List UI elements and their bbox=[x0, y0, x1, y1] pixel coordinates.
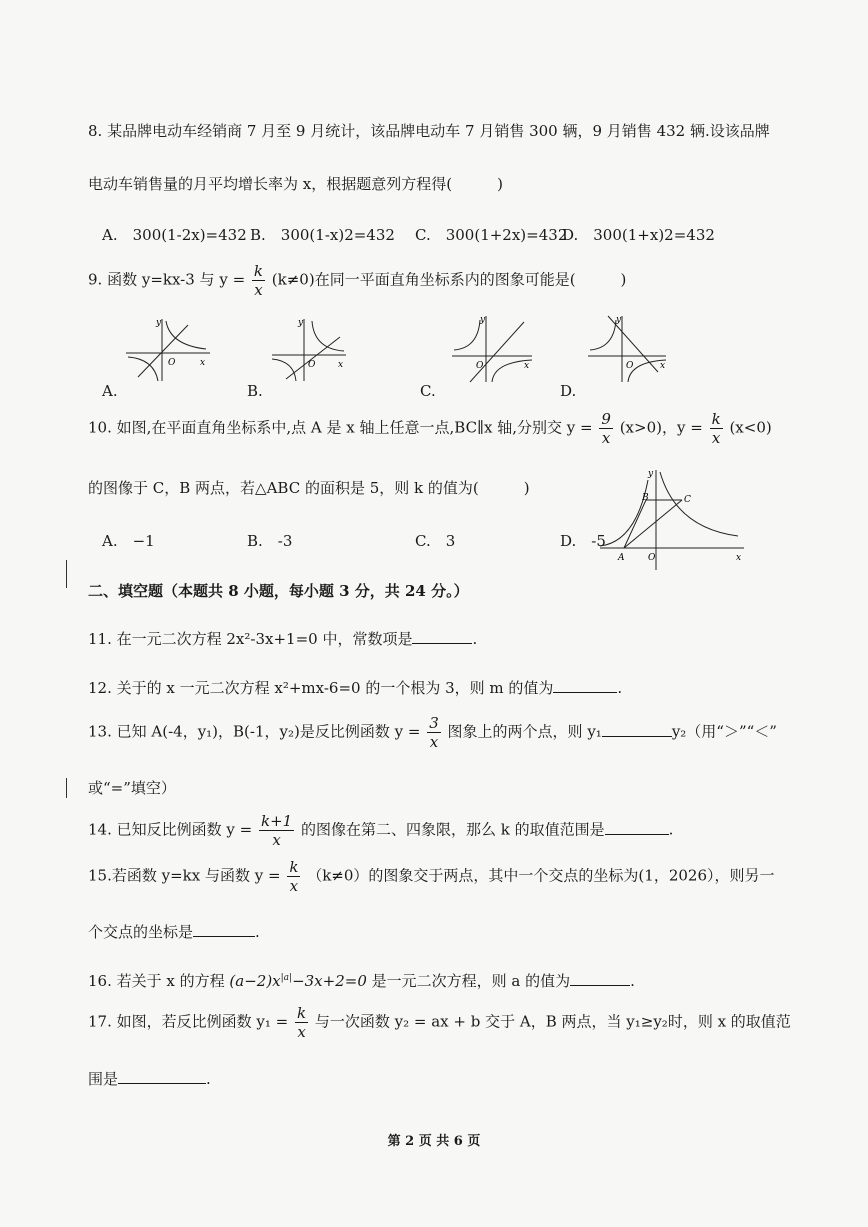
q14-frac-den: x bbox=[272, 831, 281, 849]
q15-suffix: （k≠0）的图象交于两点，其中一个交点的坐标为(1，2026），则另一 bbox=[307, 866, 775, 885]
q9a-x-label: x bbox=[200, 358, 206, 368]
q13-frac-num: 3 bbox=[429, 714, 439, 732]
q15-prefix: 15.若函数 y=kx 与函数 y = bbox=[88, 866, 281, 885]
q9a-y-label: y bbox=[156, 318, 162, 328]
q9c-y-label: y bbox=[480, 315, 486, 325]
q11-end: . bbox=[472, 630, 478, 648]
q12-end: . bbox=[617, 679, 623, 697]
q10-fig-c-label: C bbox=[684, 495, 691, 505]
q11 bbox=[88, 628, 477, 649]
q9b-x-label: x bbox=[338, 360, 344, 370]
q17-fraction bbox=[295, 1004, 308, 1041]
q11-blank[interactable] bbox=[412, 643, 472, 644]
q16-prefix: 16. 若关于 x 的方程 bbox=[88, 972, 225, 990]
q17-line2: 围是 bbox=[88, 1070, 119, 1088]
q16-blank[interactable] bbox=[570, 985, 630, 986]
q10-fraction-1 bbox=[599, 410, 613, 447]
q16-exponent: |a| bbox=[280, 973, 293, 983]
q16-equation: (a−2)x bbox=[229, 972, 281, 990]
q10-figure bbox=[596, 466, 748, 572]
q14-prefix: 14. 已知反比例函数 y = bbox=[88, 820, 253, 839]
q9-frac-num: k bbox=[253, 262, 264, 280]
q10-prefix: 10. 如图,在平面直角坐标系中,点 A 是 x 轴上任意一点,BC∥x 轴,分别交 y = bbox=[88, 418, 593, 437]
q15-fraction bbox=[287, 858, 300, 895]
q12 bbox=[88, 677, 622, 698]
q10-fig-o-label: O bbox=[648, 553, 656, 563]
q9c-o-label: O bbox=[476, 361, 484, 371]
q9-graph-c bbox=[448, 312, 536, 384]
q10-frac1-num: 9 bbox=[601, 410, 611, 428]
q8-option-d: D. 300(1+x)2=432 bbox=[562, 226, 715, 244]
q17-frac-num: k bbox=[297, 1004, 307, 1022]
q10-fig-b-label: B bbox=[642, 493, 649, 503]
q15-blank[interactable] bbox=[193, 936, 255, 937]
q9-fraction bbox=[252, 262, 265, 299]
q15-frac-den: x bbox=[289, 877, 299, 895]
q17-blank[interactable] bbox=[118, 1083, 206, 1084]
q9-stem bbox=[88, 262, 626, 299]
q8-line1: 8. 某品牌电动车经销商 7 月至 9 月统计，该品牌电动车 7 月销售 300 辆，9 月销售 432 辆.设该品牌 bbox=[88, 122, 770, 140]
q17-end: . bbox=[206, 1070, 211, 1088]
q10-fraction-2 bbox=[710, 410, 723, 447]
page-footer: 第 2 页 共 6 页 bbox=[387, 1134, 481, 1149]
q16 bbox=[88, 970, 635, 991]
q10-frac2-den: x bbox=[711, 429, 721, 447]
q9-prefix: 9. 函数 y=kx-3 与 y = bbox=[88, 270, 246, 289]
q8-option-b: B. 300(1-x)2=432 bbox=[250, 226, 395, 244]
q9-suffix: (k≠0)在同一平面直角坐标系内的图象可能是( ) bbox=[271, 270, 627, 289]
q17-frac-den: x bbox=[297, 1023, 306, 1041]
q14-blank[interactable] bbox=[605, 834, 669, 835]
q9-graph-a bbox=[122, 315, 214, 383]
q10-fig-x-label: x bbox=[736, 553, 742, 563]
q17-suffix: 与一次函数 y₂ = ax + b 交于 A，B 两点，当 y₁≥y₂时，则 x 的取值范 bbox=[314, 1012, 791, 1031]
q10-fig-y-label: y bbox=[648, 469, 654, 479]
q9b-y-label: y bbox=[298, 318, 304, 328]
q15-line2: 个交点的坐标是 bbox=[88, 923, 194, 941]
q9d-x-label: x bbox=[660, 361, 666, 371]
q9-option-d: D. bbox=[560, 382, 577, 400]
section-heading: 二、填空题（本题共 8 小题，每小题 3 分，共 24 分。） bbox=[88, 582, 469, 600]
q17-prefix: 17. 如图，若反比例函数 y₁ = bbox=[88, 1012, 289, 1031]
q9a-o-label: O bbox=[168, 358, 176, 368]
margin-mark bbox=[66, 560, 67, 588]
q12-blank[interactable] bbox=[553, 692, 617, 693]
q14-fraction bbox=[259, 812, 294, 849]
q10-stem bbox=[88, 410, 772, 447]
q10-mid: (x>0)，y = bbox=[619, 418, 703, 437]
q9-option-a: A. bbox=[102, 382, 118, 400]
margin-mark bbox=[66, 778, 67, 798]
q9-graph-d bbox=[584, 312, 670, 384]
q17-line2-row bbox=[88, 1068, 211, 1089]
q13-suffix: y₂（用“＞”“＜” bbox=[671, 722, 777, 741]
q9b-o-label: O bbox=[308, 360, 316, 370]
q9-option-c: C. bbox=[420, 382, 436, 400]
q12-text: 12. 关于的 x 一元二次方程 x²+mx-6=0 的一个根为 3，则 m 的值为 bbox=[88, 679, 554, 697]
q13 bbox=[88, 714, 777, 751]
q10-option-d: D. -5 bbox=[560, 532, 606, 550]
q10-option-c: C. 3 bbox=[415, 532, 456, 550]
q14 bbox=[88, 812, 673, 849]
q15-frac-num: k bbox=[289, 858, 299, 876]
q9-frac-den: x bbox=[254, 281, 263, 299]
q9d-y-label: y bbox=[616, 315, 622, 325]
q8-option-a: A. 300(1-2x)=432 bbox=[102, 226, 247, 244]
q9d-o-label: O bbox=[626, 361, 634, 371]
q11-text: 11. 在一元二次方程 2x²-3x+1=0 中，常数项是 bbox=[88, 630, 413, 648]
q15-end: . bbox=[255, 923, 260, 941]
q16-end: . bbox=[630, 972, 635, 990]
q10-option-b: B. -3 bbox=[247, 532, 293, 550]
q9-option-b: B. bbox=[247, 382, 263, 400]
q10-fig-a-label: A bbox=[618, 553, 625, 563]
q16-suffix: 是一元二次方程，则 a 的值为 bbox=[371, 972, 571, 990]
q13-frac-den: x bbox=[429, 733, 439, 751]
q15-line2-row bbox=[88, 921, 260, 942]
q17 bbox=[88, 1004, 791, 1041]
q9-graph-b bbox=[268, 315, 350, 383]
q10-option-a: A. −1 bbox=[102, 532, 155, 550]
q14-frac-num: k+1 bbox=[260, 812, 293, 830]
q13-mid: 图象上的两个点，则 y₁ bbox=[447, 722, 602, 741]
q13-prefix: 13. 已知 A(-4，y₁)，B(-1，y₂)是反比例函数 y = bbox=[88, 722, 421, 741]
q13-line2: 或“=”填空） bbox=[88, 779, 176, 797]
q10-frac1-den: x bbox=[601, 429, 611, 447]
q8-line2: 电动车销售量的月平均增长率为 x，根据题意列方程得( ) bbox=[88, 175, 503, 193]
q14-suffix: 的图像在第二、四象限，那么 k 的取值范围是 bbox=[300, 820, 605, 839]
q13-fraction bbox=[427, 714, 441, 751]
q8-option-c: C. 300(1+2x)=432 bbox=[415, 226, 568, 244]
q13-blank[interactable] bbox=[602, 736, 672, 737]
q15 bbox=[88, 858, 775, 895]
q10-frac2-num: k bbox=[711, 410, 721, 428]
q14-end: . bbox=[668, 820, 674, 839]
q9c-x-label: x bbox=[524, 361, 530, 371]
q10-suffix: (x<0) bbox=[729, 418, 772, 437]
q16-equation-rest: −3x+2=0 bbox=[292, 972, 367, 990]
q10-line2: 的图像于 C，B 两点，若△ABC 的面积是 5，则 k 的值为( ) bbox=[88, 479, 530, 497]
